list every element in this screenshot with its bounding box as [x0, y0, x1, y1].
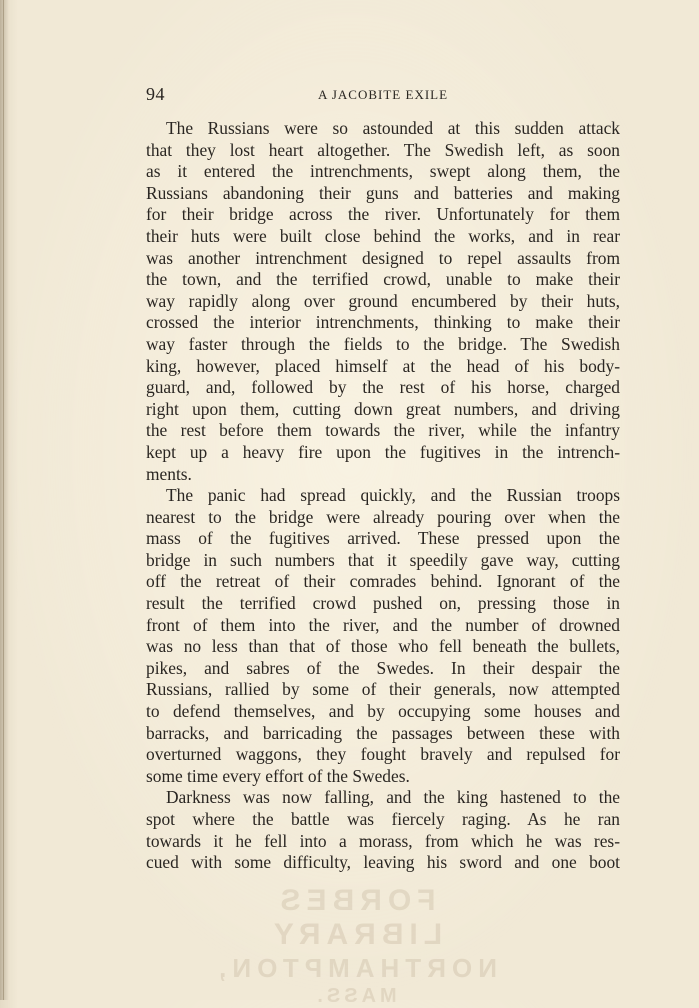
- text-line: overturned waggons, they fought bravely and repulsed for: [146, 744, 620, 765]
- text-line: mass of the fugitives arrived. These pressed upon the: [146, 528, 620, 549]
- text-line: that they lost heart altogether. The Swedish left, as soon: [146, 139, 620, 160]
- text-line: off the retreat of their comrades behind. Ignorant of the: [146, 571, 620, 592]
- body-text: [146, 118, 620, 874]
- stamp-line: MASS.: [313, 985, 397, 1007]
- text-line: some time every effort of the Swedes.: [146, 765, 410, 786]
- text-line: crossed the interior intrenchments, thinking to make their: [146, 312, 620, 333]
- text-line: spot where the battle was fiercely raging. As he ran: [146, 809, 620, 829]
- library-stamp-bleed-through: [205, 884, 505, 1008]
- text-line: guard, and, followed by the rest of his horse, charged: [146, 377, 620, 398]
- text-line: way rapidly along over ground encumbered by their huts,: [146, 290, 620, 311]
- stamp-line: NORTHAMPTON,: [213, 953, 497, 983]
- text-line: The panic had spread quickly, and the Russian troops: [166, 485, 620, 506]
- text-line: king, however, placed himself at the head of his body-: [146, 355, 620, 376]
- text-line: front of them into the river, and the number of drowned: [146, 614, 620, 635]
- text-line: ments.: [146, 463, 192, 484]
- text-line: The Russians were so astounded at this sudden attack: [166, 118, 620, 138]
- text-line: the town, and the terrified crowd, unable to make their: [146, 269, 620, 290]
- text-line: nearest to the bridge were already pouring over when the: [146, 506, 620, 527]
- text-line: Russians abandoning their guns and batteries and making: [146, 182, 620, 203]
- text-line: was no less than that of those who fell beneath the bullets,: [146, 636, 620, 657]
- running-head: [146, 84, 620, 106]
- text-line: Russians, rallied by some of their generals, now attempted: [146, 679, 620, 700]
- text-line: bridge in such numbers that it speedily gave way, cutting: [146, 549, 620, 570]
- text-line: was another intrenchment designed to repel assaults from: [146, 247, 620, 268]
- stamp-line: FORBES LIBRARY: [267, 884, 443, 951]
- text-line: Darkness was now falling, and the king hastened to the: [166, 787, 620, 808]
- text-line: their huts were built close behind the works, and in rear: [146, 225, 620, 246]
- page-edge-line: [3, 0, 4, 1000]
- paragraph: [146, 118, 620, 485]
- text-line: way faster through the fields to the bridge. The Swedish: [146, 333, 620, 354]
- text-line: towards it he fell into a morass, from which he was res-: [146, 830, 620, 851]
- text-line: result the terrified crowd pushed on, pressing those in: [146, 593, 620, 614]
- text-line: for their bridge across the river. Unfortunately for them: [146, 204, 620, 225]
- paragraph: [146, 787, 620, 873]
- paragraph: [146, 485, 620, 787]
- page-binding-shadow: [0, 0, 9, 1000]
- text-line: right upon them, cutting down great numbers, and driving: [146, 398, 620, 419]
- text-line: barracks, and barricading the passages between these with: [146, 722, 620, 743]
- text-line: pikes, and sabres of the Swedes. In their despair the: [146, 657, 620, 678]
- text-line: cued with some difficulty, leaving his sword and one boot: [146, 852, 620, 873]
- text-line: to defend themselves, and by occupying some houses and: [146, 701, 620, 722]
- text-line: as it entered the intrenchments, swept along them, the: [146, 161, 620, 182]
- text-line: the rest before them towards the river, while the infantry: [146, 420, 620, 441]
- text-line: kept up a heavy fire upon the fugitives in the intrench-: [146, 441, 620, 462]
- page-number: 94: [146, 84, 165, 104]
- running-title: A JACOBITE EXILE: [317, 87, 449, 102]
